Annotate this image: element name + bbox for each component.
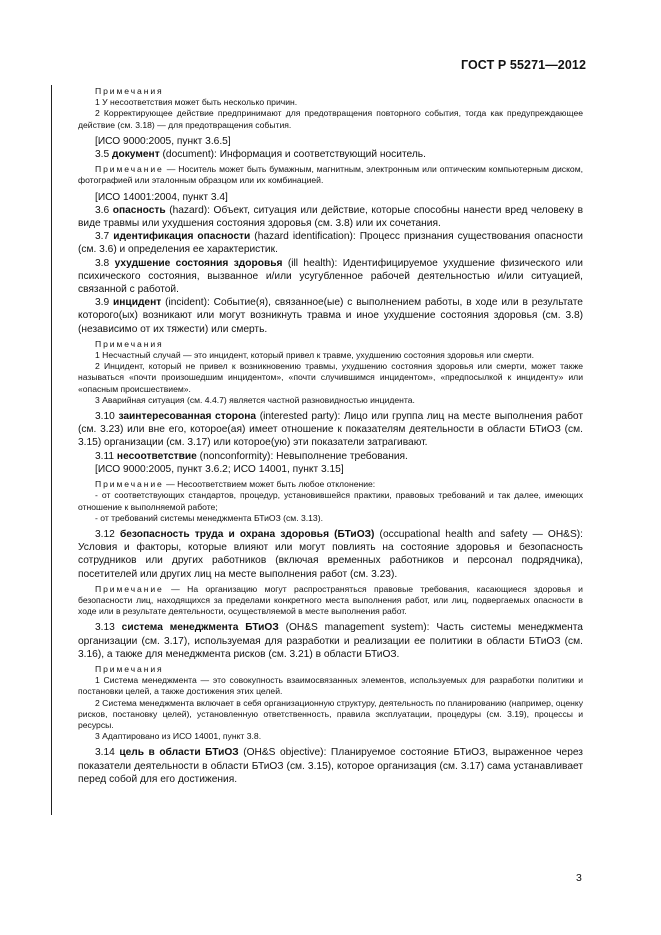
note-text: — Несоответствием может быть любое отклонение: xyxy=(166,479,376,490)
term-definition: (occupational health and safety — OH&S): Условия и факторы, которые влияют или могут повлиять на состояние здоровья и безопасность сотрудников или других работников (включая временных работников и персонал подрядчика), посетителей или других лиц на месте выполнения работ (см. 3.23). xyxy=(78,528,583,580)
revision-bar xyxy=(51,85,52,815)
note-text: — На организацию могут распространяться правовые требования, касающиеся здоровья и безопасности лиц, находящихся за пределами конкретного места выполнения работ, или лиц, подвергаемых опасности в ходе или в результате деятельности, осуществляемой в месте выполнения работ. xyxy=(78,583,583,617)
notes-heading: Примечания xyxy=(95,663,164,674)
term-definition: (ill health): Идентифицируемое ухудшение физического или психического состояния, вызванное и/или усугубленное рабочей деятельностью и/или ситуацией, связанной с работой. xyxy=(78,257,583,296)
note-text: — Носитель может быть бумажным, магнитным, электронным или оптическим компьютерным диском, фотографией или эталонным образцом или их комбинацией. xyxy=(78,164,583,186)
note-item: 2 Система менеджмента включает в себя организационную структуру, деятельность по планированию (например, оценку рисков, постановку целей), установленную ответственность, правила эксплуатации, процедуры (см. 3.19), процессы и ресурсы. xyxy=(78,697,583,730)
term-3-11 xyxy=(78,450,583,463)
term-definition: (hazard identification): Процесс признания существования опасности (см. 3.6) и определения ее характеристик. xyxy=(78,231,583,256)
note-item: 3 Адаптировано из ИСО 14001, пункт 3.8. xyxy=(95,731,262,742)
term-number: 3.13 xyxy=(95,622,115,634)
note-item: 2 Инцидент, который не привел к возникновению травмы, ухудшению состояния здоровья или смерти, может также называться «почти произошедшим инцидентом», «почти случившимся инцидентом», «предпосылкой к инциденту» или «опасным происшествием». xyxy=(78,361,583,394)
note xyxy=(78,164,583,186)
term-3-9 xyxy=(78,296,583,336)
term-name: инцидент xyxy=(113,297,162,309)
page-number: 3 xyxy=(576,872,582,884)
term-name: документ xyxy=(112,149,160,161)
page-content xyxy=(78,86,583,786)
term-name: идентификация опасности xyxy=(113,231,251,243)
term-name: безопасность труда и охрана здоровья (БТиОЗ) xyxy=(119,528,375,540)
note-item: 1 Несчастный случай — это инцидент, который привел к травме, ухудшению состояния здоровья или смерти. xyxy=(95,350,535,361)
term-definition: (document): Информация и соответствующий носитель. xyxy=(162,149,426,161)
term-name: ухудшение состояния здоровья xyxy=(114,257,283,269)
term-definition: (OH&S management system): Часть системы менеджмента организации (см. 3.17), используемая для разработки и реализации ее политики в области БТиОЗ (см. 3.16), а также для менеджмента рисков (см. 3.21) в области БТиОЗ. xyxy=(78,622,583,660)
note xyxy=(78,584,583,618)
term-definition: (interested party): Лицо или группа лиц на месте выполнения работ (см. 3.23) или вне его, которое(ая) имеет отношение к показателям деятельности в области БТиОЗ (см. 3.15) организации (см. 3.17) или которое(ую) эти показатели затрагивают. xyxy=(78,411,584,449)
term-name: опасность xyxy=(112,204,166,216)
term-number: 3.6 xyxy=(95,204,110,216)
note-bullet: - от требований системы менеджмента БТиОЗ (см. 3.13). xyxy=(95,512,323,523)
term-name: несоответствие xyxy=(116,450,197,462)
term-3-12 xyxy=(78,528,583,581)
note-item: 1 Система менеджмента — это совокупность взаимосвязанных элементов, используемых для разработки политики и постановки целей, а также достижения этих целей. xyxy=(78,675,583,697)
note-label: Примечание xyxy=(95,583,164,594)
document-header: ГОСТ Р 55271—2012 xyxy=(460,58,586,72)
note-label: Примечание xyxy=(95,164,164,175)
term-number: 3.14 xyxy=(95,747,115,759)
term-name: заинтересованная сторона xyxy=(118,411,257,423)
reference: [ИСО 14001:2004, пункт 3.4] xyxy=(95,191,228,203)
term-3-13 xyxy=(78,621,583,661)
term-number: 3.12 xyxy=(95,528,115,540)
notes-heading: Примечания xyxy=(95,338,164,349)
term-name: цель в области БТиОЗ xyxy=(119,747,239,759)
term-3-14 xyxy=(78,746,583,786)
term-number: 3.8 xyxy=(95,257,110,269)
note-item: 2 Корректирующее действие предпринимают для предотвращения повторного события, тогда как предупреждающее действие (см. 3.18) — для предотвращения события. xyxy=(78,108,583,130)
term-definition: (incident): Событие(я), связанное(ые) с выполнением работы, в ходе или в результате которого(ых) возникают или могут возникнуть травма и иное ухудшение состояния здоровья (см. 3.8) (независимо от их тяжести) или смерть. xyxy=(78,297,583,335)
reference: [ИСО 9000:2005, пункт 3.6.2; ИСО 14001, пункт 3.15] xyxy=(95,463,344,475)
term-definition: (hazard): Объект, ситуация или действие, которые способны нанести вред человеку в виде травмы или ухудшения состояния здоровья (см. 3.8) или их сочетания. xyxy=(78,204,583,230)
note-bullet: - от соответствующих стандартов, процедур, установившейся практики, правовых требований и так далее, имеющих отношение к выполняемой работе; xyxy=(78,490,583,512)
note xyxy=(78,479,583,490)
reference: [ИСО 9000:2005, пункт 3.6.5] xyxy=(95,135,231,147)
term-3-10 xyxy=(78,410,583,450)
term-number: 3.11 xyxy=(95,450,115,462)
term-3-7 xyxy=(78,230,583,256)
term-name: система менеджмента БТиОЗ xyxy=(121,622,279,634)
term-number: 3.10 xyxy=(95,411,115,423)
term-definition: (OH&S objective): Планируемое состояние БТиОЗ, выраженное через показатели деятельности в области БТиОЗ (см. 3.15), которое организация (см. 3.17) сама устанавливает перед собой для его достижения. xyxy=(78,747,583,785)
note-item: 1 У несоответствия может быть несколько причин. xyxy=(95,97,298,108)
term-number: 3.9 xyxy=(95,297,110,309)
note-item: 3 Аварийная ситуация (см. 4.4.7) является частной разновидностью инцидента. xyxy=(95,394,415,405)
notes-heading: Примечания xyxy=(95,86,164,96)
note-label: Примечание xyxy=(95,479,164,490)
term-3-5 xyxy=(78,148,583,161)
term-3-6 xyxy=(78,204,583,230)
term-3-8 xyxy=(78,257,583,297)
term-number: 3.7 xyxy=(95,231,110,243)
term-number: 3.5 xyxy=(95,149,110,161)
term-definition: (nonconformity): Невыполнение требования. xyxy=(199,450,408,462)
